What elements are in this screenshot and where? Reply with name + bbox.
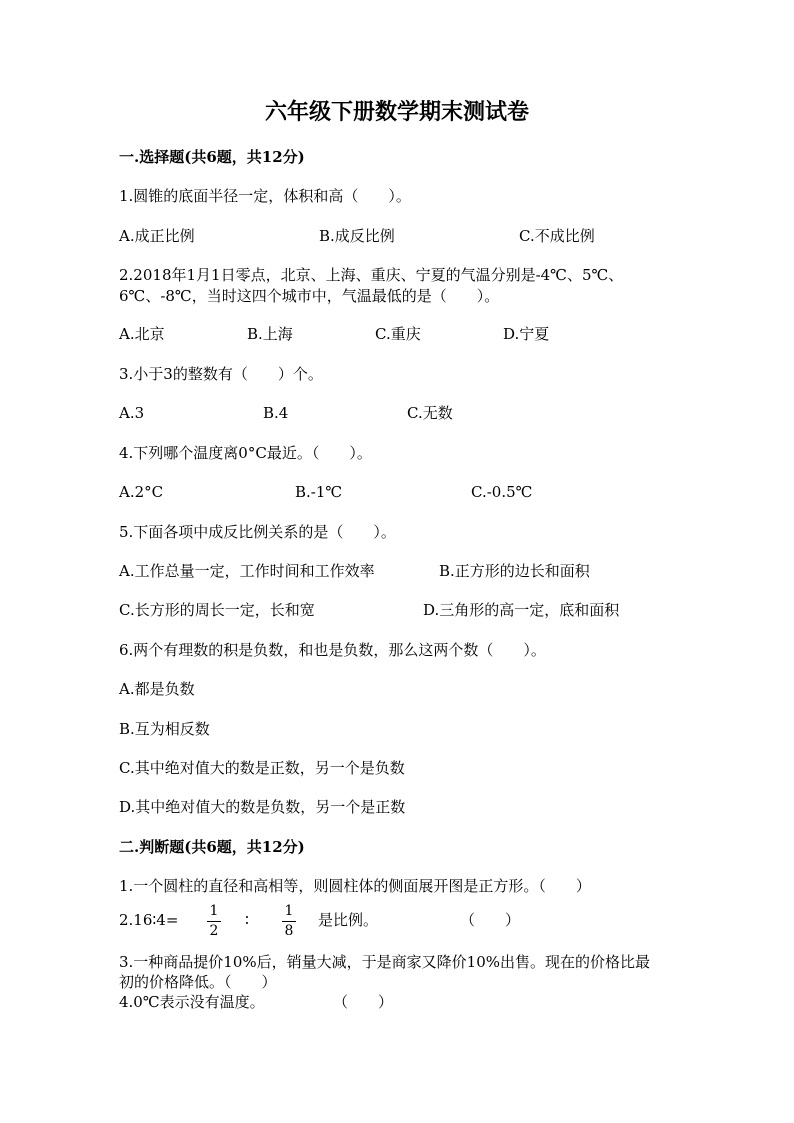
question-6-option-b: B.互为相反数 [119,720,210,738]
fraction-denominator: 2 [209,923,219,939]
page-title: 六年级下册数学期末测试卷 [264,99,529,125]
judge-question-3-line-2: 初的价格降低。（ ） [119,973,277,991]
fraction-bar [207,921,221,922]
question-1-option-a: A.成正比例 [119,227,195,245]
question-2-stem-line-1: 2.2018年1月1日零点，北京、上海、重庆、宁夏的气温分别是-4℃、5℃、 [119,266,624,284]
judge-question-2-prefix: 2.16∶4= [119,911,179,929]
question-2-stem-line-2: 6℃、-8℃，当时这四个城市中，气温最低的是（ ）。 [119,287,500,305]
judge-question-2-blank: （ ） [460,911,521,929]
question-2-option-a: A.北京 [119,325,165,343]
judge-question-2-suffix: 是比例。 [318,911,379,929]
question-5-option-c: C.长方形的周长一定，长和宽 [119,601,315,619]
question-1-option-c: C.不成比例 [519,227,595,245]
question-2-option-c: C.重庆 [375,325,421,343]
question-4-option-b: B.-1℃ [295,483,343,501]
question-3-option-b: B.4 [263,404,289,422]
question-6-option-d: D.其中绝对值大的数是负数，另一个是正数 [119,798,406,816]
question-4-stem: 4.下列哪个温度离0°C最近。（ ）。 [119,444,372,462]
ratio-colon: ∶ [245,911,249,929]
section-heading-judgement: 二.判断题(共6题，共12分) [119,838,305,856]
fraction-bar [282,921,296,922]
question-1-stem: 1.圆锥的底面半径一定，体积和高（ ）。 [119,187,411,205]
question-5-option-b: B.正方形的边长和面积 [439,562,590,580]
question-6-option-a: A.都是负数 [119,680,195,698]
judge-question-3-line-1: 3.一种商品提价10%后，销量大减，于是商家又降价10%出售。现在的价格比最 [119,953,650,971]
question-1-option-b: B.成反比例 [319,227,395,245]
question-6-option-c: C.其中绝对值大的数是正数，另一个是负数 [119,759,405,777]
fraction-one-eighth [282,903,296,939]
question-6-stem: 6.两个有理数的积是负数，和也是负数，那么这两个数（ ）。 [119,641,546,659]
question-3-option-a: A.3 [119,404,145,422]
question-4-option-c: C.-0.5℃ [471,483,533,501]
question-3-option-c: C.无数 [407,404,453,422]
question-2-option-b: B.上海 [247,325,293,343]
section-heading-choice: 一.选择题(共6题，共12分) [119,148,305,166]
question-5-option-d: D.三角形的高一定，底和面积 [423,601,620,619]
question-5-option-a: A.工作总量一定，工作时间和工作效率 [119,562,375,580]
question-5-stem: 5.下面各项中成反比例关系的是（ ）。 [119,523,396,541]
question-2-option-d: D.宁夏 [503,325,550,343]
question-4-option-a: A.2°C [119,483,164,501]
fraction-one-half [207,903,221,939]
fraction-numerator: 1 [209,903,219,919]
question-3-stem: 3.小于3的整数有（ ）个。 [119,365,323,383]
fraction-numerator: 1 [284,903,294,919]
judge-question-1: 1.一个圆柱的直径和高相等，则圆柱体的侧面展开图是正方形。（ ） [119,877,591,895]
judge-question-4: 4.0℃表示没有温度。 [119,993,265,1011]
judge-question-4-blank: （ ） [333,993,394,1011]
fraction-denominator: 8 [284,923,294,939]
